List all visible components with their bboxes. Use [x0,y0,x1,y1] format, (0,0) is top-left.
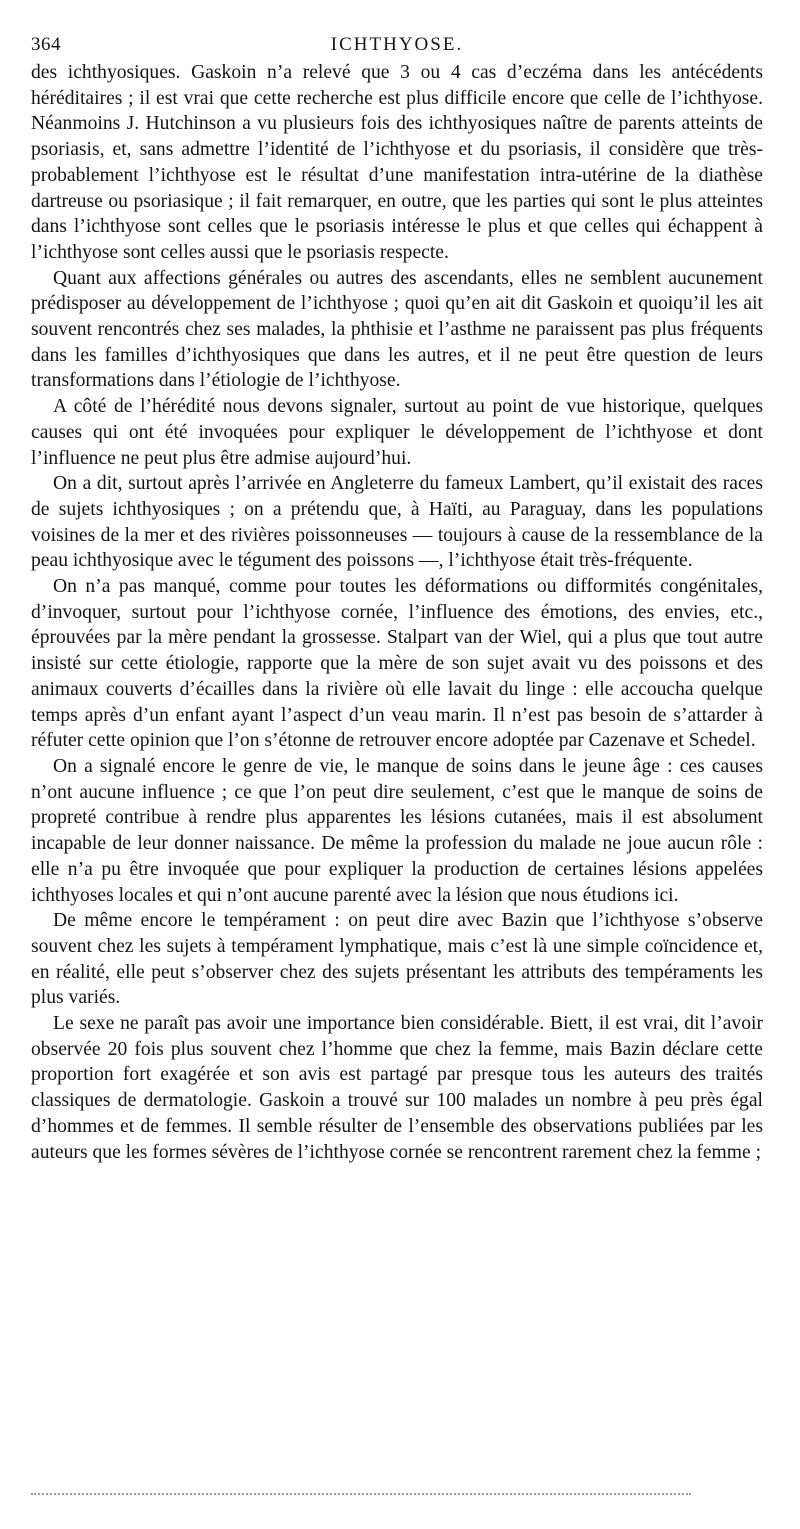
paragraph: On a dit, surtout après l’arrivée en Angleterre du fameux Lambert, qu’il existait des races de sujets ichthyosiques ; on a prétendu que, à Haïti, au Paraguay, dans les populations voisines de la mer et des rivières poissonneuses — toujours à cause de la ressemblance de la peau ichthyosique avec le tégument des poissons —, l’ichthyose était très-fréquente. [31,473,763,572]
footer-dotted-rule [31,1493,691,1495]
paragraph: De même encore le tempérament : on peut dire avec Bazin que l’ichthyose s’observe souvent chez les sujets à tempérament lymphatique, mais c’est là une simple coïncidence et, en réalité, elle peut s’observer chez des sujets présentant les attributs des tempéraments les plus variés. [31,910,763,1009]
paragraph: On a signalé encore le genre de vie, le manque de soins dans le jeune âge : ces causes n’ont aucune influence ; ce que l’on peut dire seulement, c’est que le manque de soins de propreté contribue à rendre plus apparentes les lésions cutanées, mais il est absolument incapable de leur donner naissance. De même la profession du malade ne joue aucun rôle : elle n’a pu être invoquée que pour expliquer la production de certaines lésions appelées ichthyoses locales et qui n’ont aucune parenté avec la lésion que nous étudions ici. [31,755,763,906]
paragraph-continued: des ichthyosiques. Gaskoin n’a relevé que 3 ou 4 cas d’eczéma dans les antécédents héréditaires ; il est vrai que cette recherche est plus difficile encore que celle de l’ichthyose. Néanmoins J. Hutchinson a vu plusieurs fois des ichthyosiques naître de parents atteints de psoriasis, et, sans admettre l’identité de l’ichthyose et du psoriasis, il considère que très-probablement l’ichthyose est le résultat d’une manifestation intra-utérine de la diathèse dartreuse ou psoriasique ; il fait remarquer, en outre, que les parties qui sont le plus atteintes dans l’ichthyose sont celles que le psoriasis intéresse le plus et que celles qui échappent à l’ichthyose sont celles aussi que le psoriasis respecte. [31,62,763,263]
paragraph: Quant aux affections générales ou autres des ascendants, elles ne semblent aucunement prédisposer au développement de l’ichthyose ; quoi qu’en ait dit Gaskoin et quoiqu’il les ait souvent rencontrés chez ses malades, la phthisie et l’asthme ne paraissent pas plus fréquents dans les familles d’ichthyosiques que dans les autres, et il ne peut être question de leurs transformations dans l’étiologie de l’ichthyose. [31,267,763,392]
running-head [31,32,763,60]
book-page [31,32,763,1165]
page-number: 364 [31,34,61,55]
running-title: ICHTHYOSE. [330,34,464,55]
paragraph: A côté de l’hérédité nous devons signaler, surtout au point de vue historique, quelques causes qui ont été invoquées pour expliquer le développement de l’ichthyose et dont l’influence ne peut plus être admise aujourd’hui. [31,396,763,469]
body-text [31,60,763,1165]
paragraph: On n’a pas manqué, comme pour toutes les déformations ou difformités congénitales, d’invoquer, surtout pour l’ichthyose cornée, l’influence des émotions, des envies, etc., éprouvées par la mère pendant la grossesse. Stalpart van der Wiel, qui a plus que tout autre insisté sur cette étiologie, rapporte que la mère de son sujet avait vu des poissons et des animaux couverts d’écailles dans la rivière où elle lavait du linge : elle accoucha quelque temps après d’un enfant ayant l’aspect d’un veau marin. Il n’est pas besoin de s’attarder à réfuter cette opinion que l’on s’étonne de retrouver encore adoptée par Cazenave et Schedel. [31,576,763,752]
paragraph: Le sexe ne paraît pas avoir une importance bien considérable. Biett, il est vrai, dit l’avoir observée 20 fois plus souvent chez l’homme que chez la femme, mais Bazin déclare cette proportion fort exagérée et son avis est partagé par presque tous les auteurs des traités classiques de dermatologie. Gaskoin a trouvé sur 100 malades un nombre à peu près égal d’hommes et de femmes. Il semble résulter de l’ensemble des observations publiées par les auteurs que les formes sévères de l’ichthyose cornée se rencontrent rarement chez la femme ; [31,1013,763,1163]
